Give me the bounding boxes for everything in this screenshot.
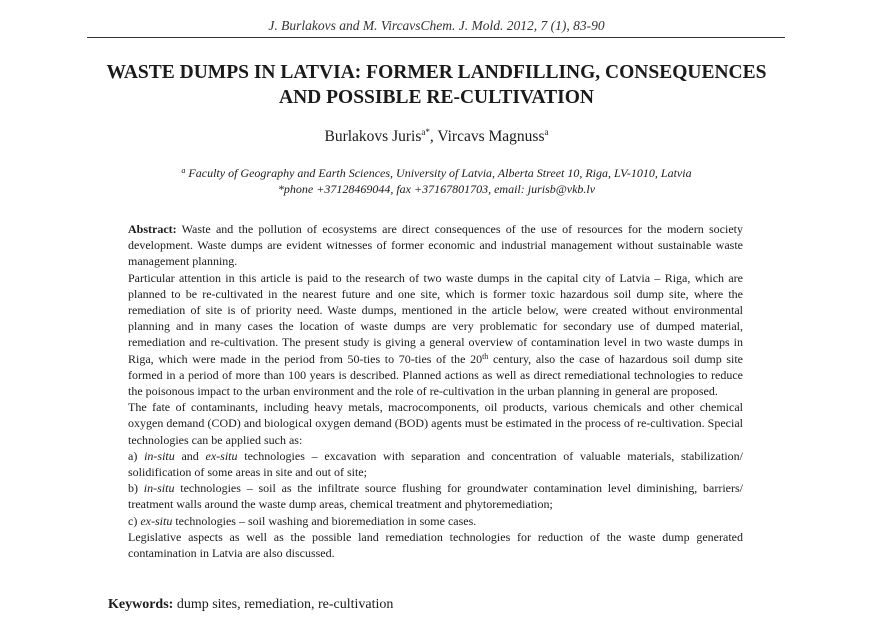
item-a-text: technologies – excavation with separation and concentration of valuable materials, stabilization/ solidification of some areas in site and out of site; <box>128 448 744 480</box>
affiliation-mark: a <box>181 166 186 175</box>
item-c-term: ex-situ <box>140 513 173 528</box>
author-2-affiliation-mark: a <box>544 127 549 137</box>
title-line-1: WASTE DUMPS IN LATVIA: FORMER LANDFILLING, CONSEQUENCES <box>106 62 767 83</box>
item-c-prefix: c) <box>128 513 141 528</box>
abstract-text-2b: century, also the case of hazardous soil dump site formed in a period of more than 100 years is described. Planned actions as well as direct remediational technologies to reduce the poisonous impact to the urban environment and the role of re-cultivation in the urban planning in general are proposed. <box>128 351 744 399</box>
ordinal-suffix: th <box>482 351 489 361</box>
contact-line: *phone +37128469044, fax +37167801703, email: jurisb@vkb.lv <box>277 182 596 196</box>
item-b-text: technologies – soil as the infiltrate source flushing for groundwater contamination level diminishing, barriers/ treatment walls around the waste dump areas, chemical treatment and phytoremediation; <box>128 481 743 512</box>
keywords-label: Keywords: <box>108 597 174 612</box>
item-a-prefix: a) <box>128 448 145 463</box>
author-separator: , <box>429 128 438 145</box>
abstract-label: Abstract: <box>128 222 177 236</box>
affiliation-address: Faculty of Geography and Earth Sciences, University of Latvia, Alberta Street 10, Riga, LV-1010, Latvia <box>185 166 692 180</box>
technology-item-a <box>128 448 743 480</box>
author-1-affiliation-mark: a* <box>421 127 430 137</box>
abstract <box>128 221 743 561</box>
keywords-text: dump sites, remediation, re-cultivation <box>173 597 394 612</box>
running-head: J. Burlakovs and M. VircavsChem. J. Mold. 2012, 7 (1), 83-90 <box>268 18 605 33</box>
abstract-paragraph-3: The fate of contaminants, including heavy metals, macrocomponents, oil products, various chemicals and other chemical oxygen demand (COD) and biological oxygen demand (BOD) agents must be estimated in the process of re-cultivation. Special technologies can be applied such as: <box>128 400 743 447</box>
author-1: Burlakovs Juris <box>324 128 422 145</box>
author-list <box>0 127 873 146</box>
author-2: Vircavs Magnuss <box>437 128 545 145</box>
affiliation-line-1 <box>0 163 873 181</box>
title-line-2: AND POSSIBLE RE-CULTIVATION <box>279 87 594 108</box>
abstract-paragraph-1 <box>128 221 743 270</box>
item-a-and: and <box>174 448 206 463</box>
keywords <box>108 597 808 613</box>
paper-title <box>60 60 813 110</box>
affiliation <box>0 163 873 197</box>
header-rule <box>87 37 785 38</box>
item-a-term-2: ex-situ <box>205 448 238 463</box>
technology-item-b <box>128 480 743 512</box>
item-b-term: in-situ <box>143 481 175 496</box>
item-a-term-1: in-situ <box>144 448 175 463</box>
abstract-paragraph-2 <box>128 270 743 400</box>
item-c-text: technologies – soil washing and bioremediation in some cases. <box>172 513 477 528</box>
technology-item-c <box>128 513 743 529</box>
abstract-paragraph-4: Legislative aspects as well as the possible land remediation technologies for reduction of the waste dump generated contamination in Latvia are also discussed. <box>128 529 743 561</box>
abstract-text-1: Waste and the pollution of ecosystems are direct consequences of the use of resources for the modern society development. Waste dumps are evident witnesses of former economic and industrial management without sustainable waste management planning. <box>128 222 743 269</box>
abstract-text-2a: Particular attention in this article is paid to the research of two waste dumps in the capital city of Latvia – Riga, which are planned to be re-cultivated in the nearest future and one site, which is former toxic hazardous soil dump site, where the remediation of site is of priority need. Waste dumps, mentioned in the article below, were created without environmental planning and in many cases the location of waste dumps are very problematic for secondary use of dumped material, remediation and re-cultivation. The present study is giving a general overview of contamination level in two waste dumps in Riga, which were made in the period from 50-ties to 70-ties of the 20 <box>128 270 743 366</box>
item-b-prefix: b) <box>128 481 144 496</box>
